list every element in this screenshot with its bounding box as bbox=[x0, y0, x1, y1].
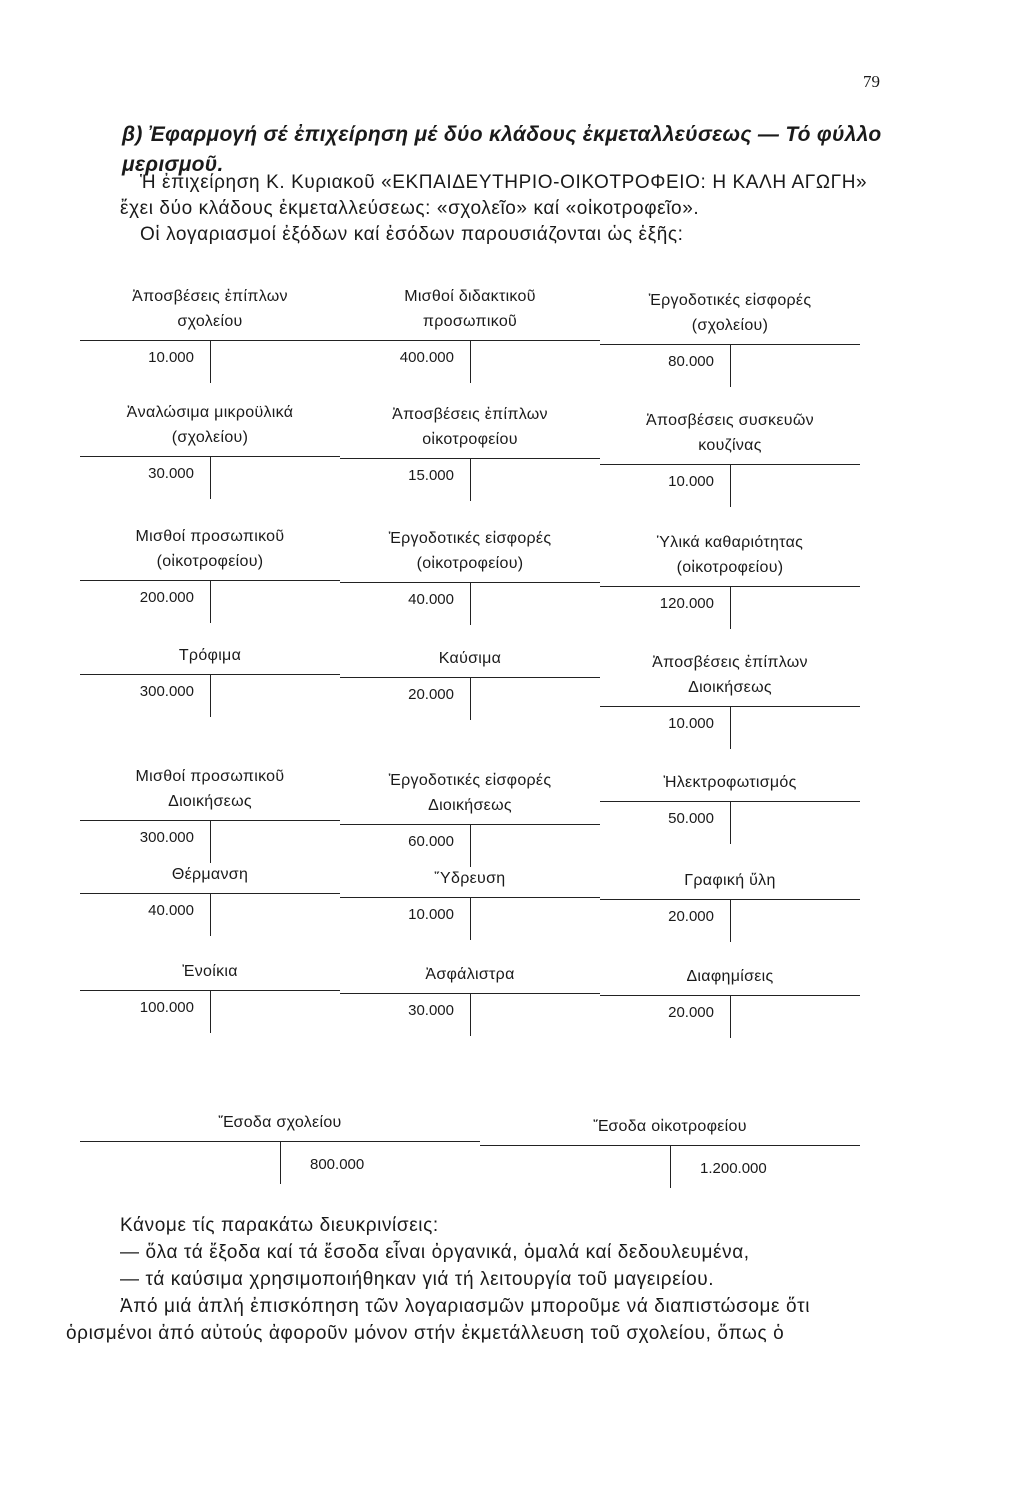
t-account-rule bbox=[80, 893, 340, 940]
t-account-consumable-supplies-school bbox=[80, 400, 340, 503]
t-account-rule bbox=[80, 580, 340, 627]
account-title-line-2: Τρόφιμα bbox=[178, 647, 242, 664]
t-account-cleaning-supplies-boarding bbox=[600, 530, 860, 633]
conclusion-line-5: ὁρισμένοι ἀπό αὐτούς ἀφοροῦν μόνον στήν ἐκμετάλλευση τοῦ σχολείου, ὅπως ὁ bbox=[66, 1323, 785, 1344]
debit-amount: 10.000 bbox=[408, 906, 454, 923]
debit-amount: 20.000 bbox=[668, 1004, 714, 1021]
t-account-rule bbox=[340, 897, 600, 944]
account-title-line-2: προσωπικοῦ bbox=[422, 313, 518, 330]
debit-amount: 40.000 bbox=[148, 902, 194, 919]
account-title-line-2: οἰκοτροφείου bbox=[422, 431, 518, 448]
t-account-advertising bbox=[600, 964, 860, 1042]
account-title-line-2: κουζίνας bbox=[698, 437, 762, 454]
account-title-line-1: Ἀποσβέσεις ἐπίπλων bbox=[392, 406, 548, 423]
account-title-line-1: Ἐργοδοτικές εἰσφορές bbox=[388, 772, 552, 789]
t-account-rule bbox=[340, 677, 600, 724]
t-account-income-boarding bbox=[480, 1114, 860, 1192]
intro-paragraph bbox=[120, 170, 910, 248]
heading-line-2: μερισμοῦ. bbox=[122, 153, 224, 176]
t-account-rule bbox=[340, 582, 600, 629]
debit-amount: 10.000 bbox=[148, 349, 194, 366]
account-title-line-2: Ἐνοίκια bbox=[182, 963, 238, 980]
account-title-line-2: σχολείου bbox=[177, 313, 243, 330]
t-account-rule bbox=[600, 464, 860, 511]
t-account-rule bbox=[340, 340, 600, 387]
t-account-heating bbox=[80, 862, 340, 940]
account-title-line-1: Ἐργοδοτικές εἰσφορές bbox=[388, 530, 552, 547]
t-account-rule bbox=[600, 706, 860, 753]
t-account-electric-lighting bbox=[600, 770, 860, 848]
debit-amount: 20.000 bbox=[408, 686, 454, 703]
t-account-teaching-staff-salaries bbox=[340, 284, 600, 387]
conclusion-paragraph bbox=[66, 1212, 920, 1347]
page-number: 79 bbox=[863, 72, 880, 91]
t-account-depreciation-kitchen-equipment bbox=[600, 408, 860, 511]
debit-amount: 30.000 bbox=[148, 465, 194, 482]
account-title-line-2: Ἠλεκτροφωτισμός bbox=[663, 774, 797, 791]
account-title-line-1: Ἀποσβέσεις συσκευῶν bbox=[646, 412, 814, 429]
account-title-line-2: (οἰκοτροφείου) bbox=[676, 559, 784, 576]
account-title: Ἔσοδα σχολείου bbox=[218, 1114, 342, 1131]
debit-amount: 30.000 bbox=[408, 1002, 454, 1019]
account-title-line-2: Διοικήσεως bbox=[688, 679, 772, 696]
account-title-line-1: Μισθοί διδακτικοῦ bbox=[404, 288, 536, 305]
account-title-line-2: Διοικήσεως bbox=[168, 793, 252, 810]
debit-amount: 20.000 bbox=[668, 908, 714, 925]
t-account-staff-salaries-boarding bbox=[80, 524, 340, 627]
t-account-rule bbox=[80, 820, 340, 867]
debit-amount: 50.000 bbox=[668, 810, 714, 827]
t-account-fuel bbox=[340, 646, 600, 724]
debit-amount: 15.000 bbox=[408, 467, 454, 484]
debit-amount: 300.000 bbox=[139, 829, 194, 846]
t-account-depreciation-furniture-boarding bbox=[340, 402, 600, 505]
t-account-rule bbox=[340, 824, 600, 871]
t-account-rule bbox=[80, 990, 340, 1037]
conclusion-line-4: Ἀπό μιά ἁπλή ἐπισκόπηση τῶν λογαριασμῶν μποροῦμε νά διαπιστώσομε ὅτι bbox=[120, 1296, 811, 1317]
t-account-income-school bbox=[80, 1110, 480, 1188]
account-title-line-2: Γραφική ὕλη bbox=[684, 872, 776, 889]
t-account-rule bbox=[600, 586, 860, 633]
account-title: Ἔσοδα οἰκοτροφείου bbox=[593, 1118, 747, 1135]
account-title-line-2: Θέρμανση bbox=[171, 866, 249, 883]
t-account-rule bbox=[80, 340, 340, 387]
account-title-line-1: Μισθοί προσωπικοῦ bbox=[135, 768, 285, 785]
account-title-line-2: Ὕδρευση bbox=[434, 870, 506, 887]
debit-amount: 40.000 bbox=[408, 591, 454, 608]
account-title-line-1: Ἀποσβέσεις ἐπίπλων bbox=[132, 288, 288, 305]
debit-amount: 200.000 bbox=[139, 589, 194, 606]
intro-line-3: Οἱ λογαριασμοί ἐξόδων καί ἐσόδων παρουσιάζονται ὡς ἑξῆς: bbox=[140, 224, 684, 245]
account-title-line-2: Καύσιμα bbox=[438, 650, 502, 667]
debit-amount: 120.000 bbox=[659, 595, 714, 612]
account-title-line-1: Ἀναλώσιμα μικροϋλικά bbox=[126, 404, 294, 421]
debit-amount: 10.000 bbox=[668, 715, 714, 732]
t-account-rule bbox=[340, 993, 600, 1040]
t-account-rule bbox=[600, 995, 860, 1042]
t-account-rule bbox=[80, 1141, 480, 1188]
t-account-rule bbox=[600, 899, 860, 946]
account-title-line-2: (σχολείου) bbox=[691, 317, 769, 334]
account-title-line-1: Ὑλικά καθαριότητας bbox=[656, 534, 804, 551]
t-account-water-supply bbox=[340, 866, 600, 944]
t-account-rule bbox=[80, 674, 340, 721]
t-account-rule bbox=[600, 801, 860, 848]
t-account-staff-salaries-admin bbox=[80, 764, 340, 867]
conclusion-line-1: Κάνομε τίς παρακάτω διευκρινίσεις: bbox=[120, 1215, 439, 1236]
debit-amount: 300.000 bbox=[139, 683, 194, 700]
t-account-insurance bbox=[340, 962, 600, 1040]
intro-line-2: ἔχει δύο κλάδους ἐκμεταλλεύσεως: «σχολεῖο» καί «οἰκοτροφεῖο». bbox=[120, 198, 700, 219]
t-account-rule bbox=[80, 456, 340, 503]
t-account-employer-contributions-school bbox=[600, 288, 860, 391]
t-account-stationery bbox=[600, 868, 860, 946]
t-account-depreciation-furniture-school bbox=[80, 284, 340, 387]
debit-amount: 400.000 bbox=[399, 349, 454, 366]
conclusion-line-3: — τά καύσιμα χρησιμοποιήθηκαν γιά τή λειτουργία τοῦ μαγειρείου. bbox=[120, 1269, 715, 1290]
debit-amount: 80.000 bbox=[668, 353, 714, 370]
account-title-line-2: Διοικήσεως bbox=[428, 797, 512, 814]
credit-amount: 1.200.000 bbox=[700, 1160, 767, 1177]
debit-amount: 60.000 bbox=[408, 833, 454, 850]
account-title-line-2: Ἀσφάλιστρα bbox=[425, 966, 515, 983]
heading-line-1: β) Ἐφαρμογή σέ ἐπιχείρηση μέ δύο κλάδους ἐκμεταλλεύσεως — Τό φύλλο bbox=[122, 123, 882, 146]
t-account-food bbox=[80, 643, 340, 721]
account-title-line-2: (σχολείου) bbox=[171, 429, 249, 446]
conclusion-line-2: — ὅλα τά ἔξοδα καί τά ἔσοδα εἶναι ὀργανικά, ὁμαλά καί δεδουλευμένα, bbox=[120, 1242, 750, 1263]
account-title-line-2: Διαφημίσεις bbox=[686, 968, 774, 985]
t-account-employer-contributions-boarding bbox=[340, 526, 600, 629]
account-title-line-1: Ἀποσβέσεις ἐπίπλων bbox=[652, 654, 808, 671]
debit-amount: 100.000 bbox=[139, 999, 194, 1016]
t-account-rent bbox=[80, 959, 340, 1037]
account-title-line-1: Μισθοί προσωπικοῦ bbox=[135, 528, 285, 545]
credit-amount: 800.000 bbox=[310, 1156, 365, 1173]
t-account-rule bbox=[340, 458, 600, 505]
intro-line-1: Ἡ ἐπιχείρηση Κ. Κυριακοῦ «ΕΚΠΑΙΔΕΥΤΗΡΙΟ-ΟΙΚΟΤΡΟΦΕΙΟ: Η ΚΑΛΗ ΑΓΩΓΗ» bbox=[140, 172, 868, 193]
t-account-rule bbox=[600, 344, 860, 391]
t-account-rule bbox=[480, 1145, 860, 1192]
t-account-depreciation-furniture-admin bbox=[600, 650, 860, 753]
t-account-employer-contributions-admin bbox=[340, 768, 600, 871]
account-title-line-2: (οἰκοτροφείου) bbox=[156, 553, 264, 570]
account-title-line-2: (οἰκοτροφείου) bbox=[416, 555, 524, 572]
account-title-line-1: Ἐργοδοτικές εἰσφορές bbox=[648, 292, 812, 309]
debit-amount: 10.000 bbox=[668, 473, 714, 490]
